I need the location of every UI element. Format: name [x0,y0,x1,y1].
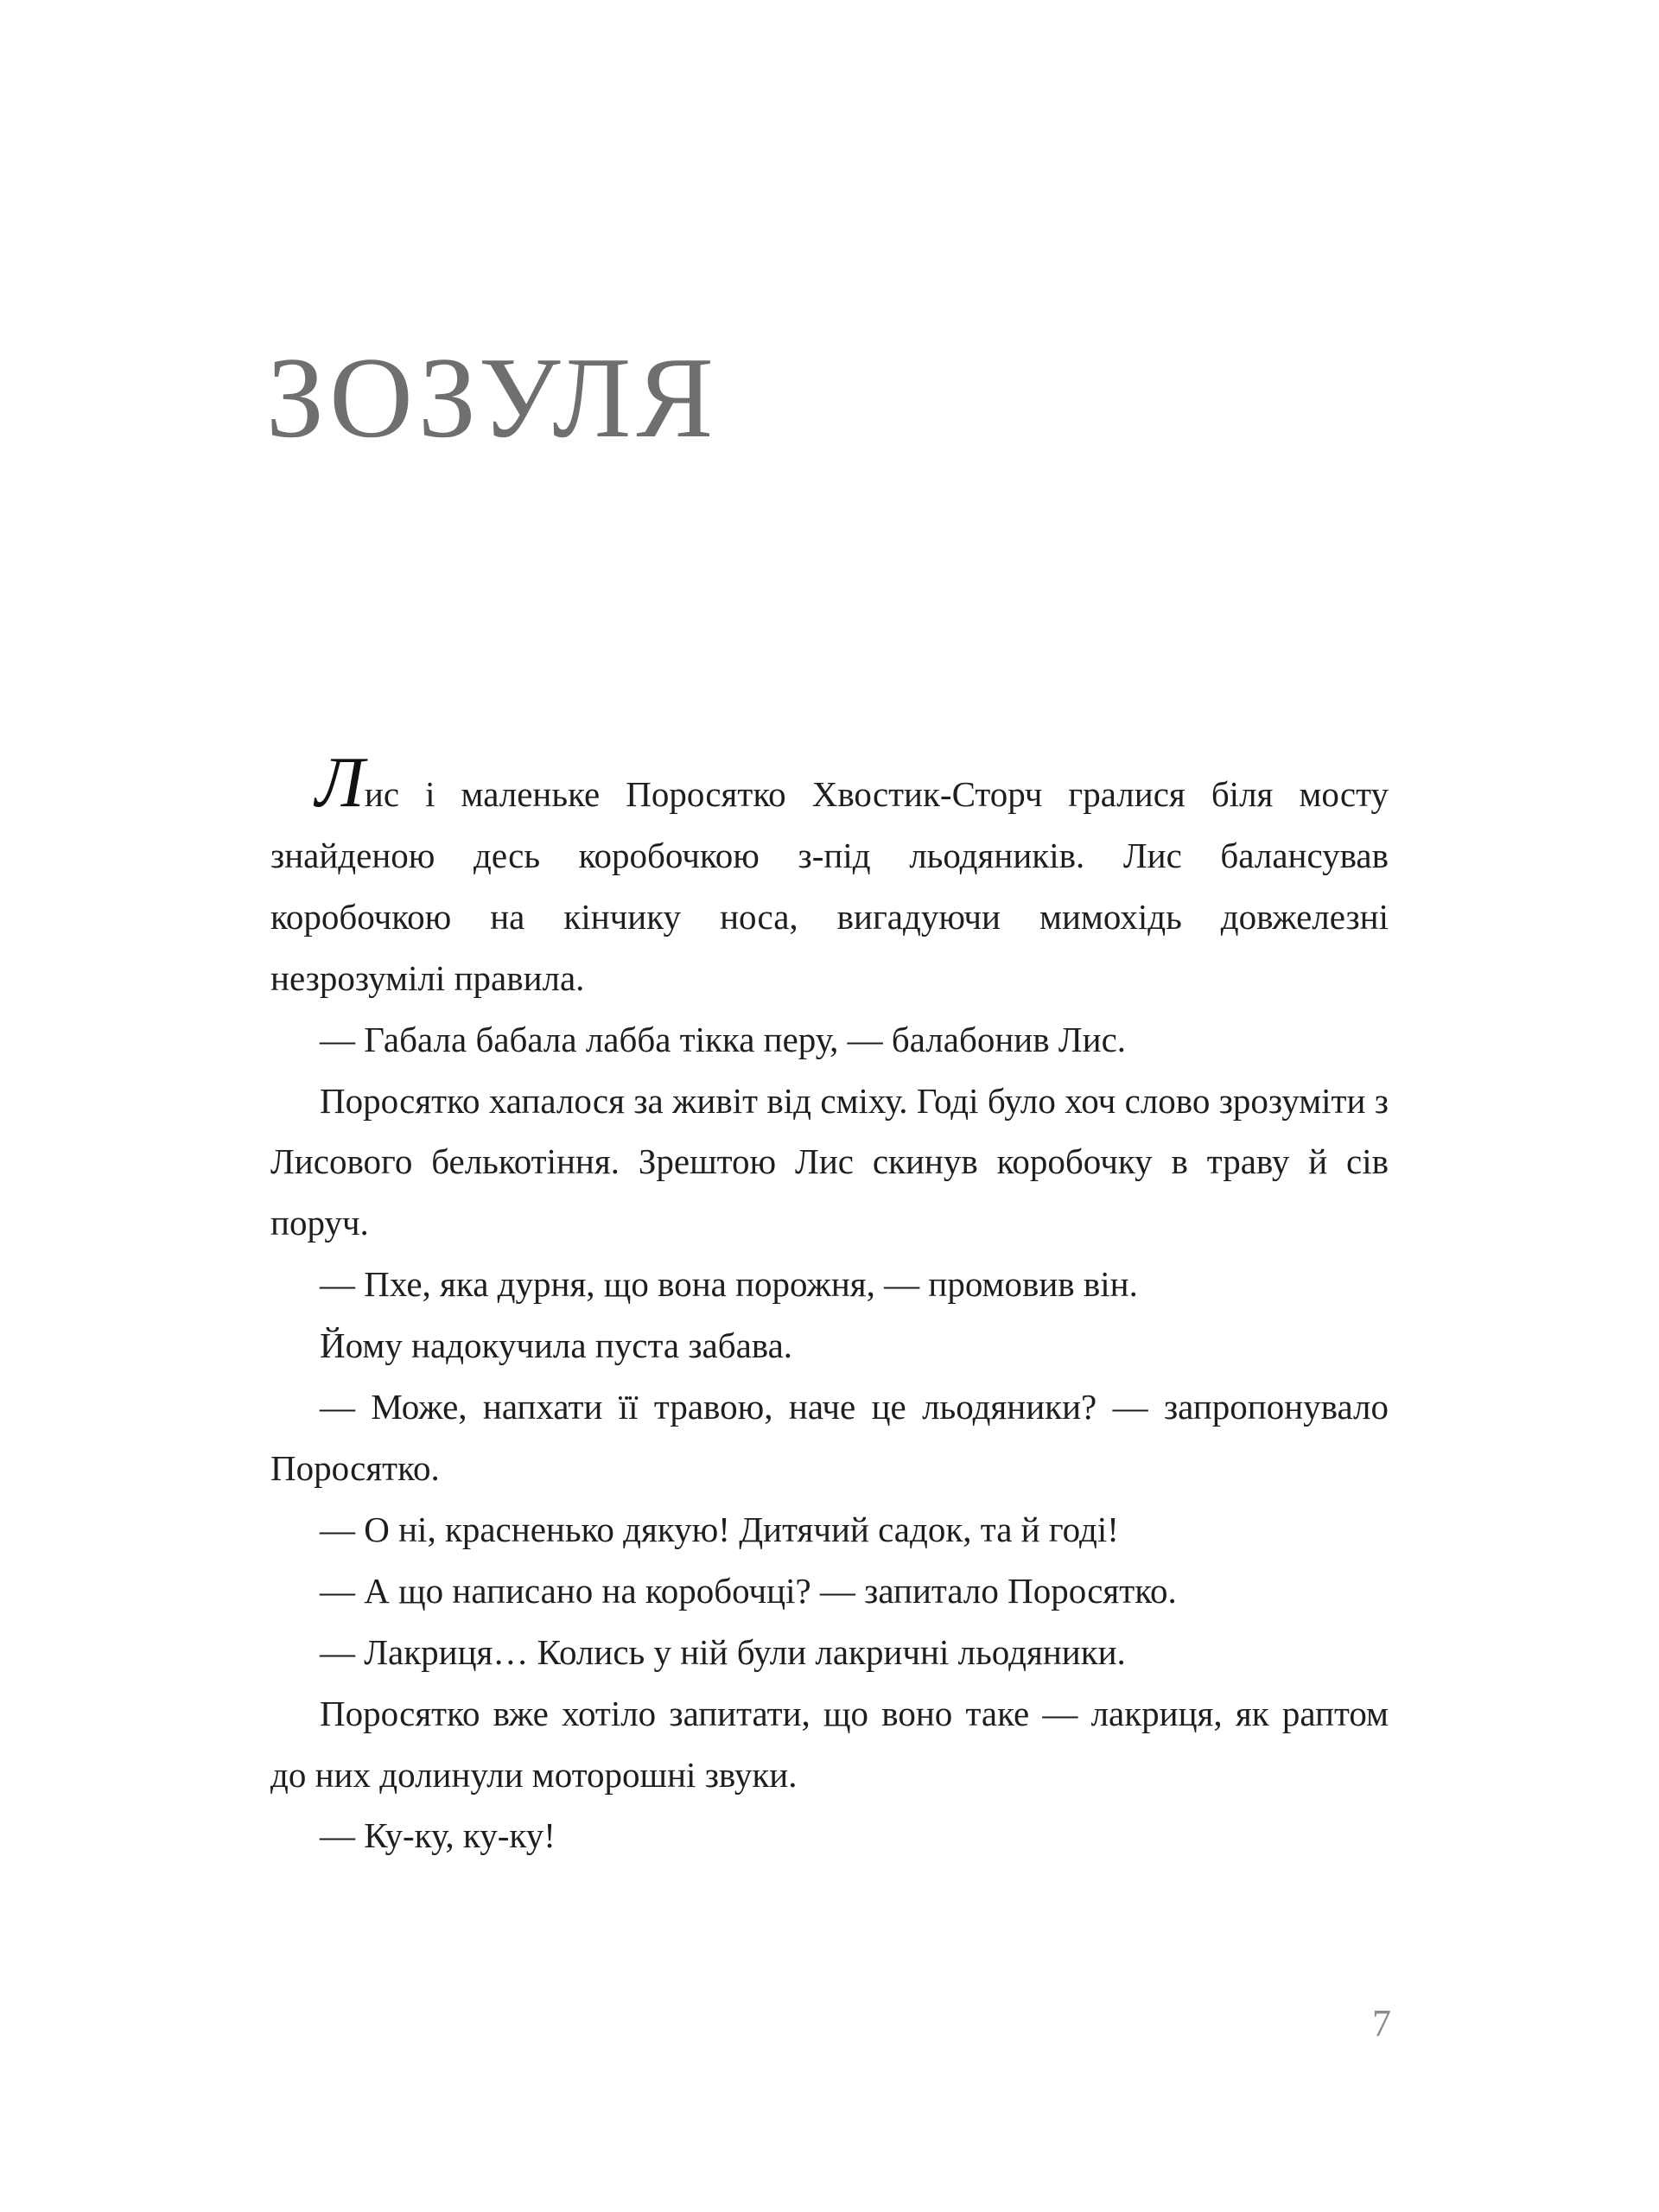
paragraph-8: — А що написано на коробочці? — запитало Поросятко. [320,1570,1177,1611]
paragraph-6: — Може, напхати її травою, наче це льодяники? — запропонувало Поросятко. [270,1387,1389,1488]
paragraph-1 [270,742,1389,1009]
paragraph-7: — О ні, красненько дякую! Дитячий садок, та й годі! [320,1509,1119,1549]
paragraph-4: — Пхе, яка дурня, що вона порожня, — промовив він. [320,1264,1138,1305]
page-number: 7 [1372,2002,1391,2044]
chapter-title: ЗОЗУЛЯ [266,334,719,461]
drop-cap: Л [315,742,363,823]
paragraph-11: — Ку-ку, ку-ку! [320,1815,556,1856]
paragraph-3: Поросятко хапалося за живіт від сміху. Годі було хоч слово зрозуміти з Лисового белькотіння. Зрештою Лис скинув коробочку в траву й сів поруч. [270,1080,1389,1243]
chapter-body [270,742,1389,1866]
paragraph-1-text: ис і маленьке Поросятко Хвостик-Сторч гралися біля мосту знайденою десь коробочкою з-під льодяників. Лис балансував коробочкою на кінчику носа, вигадуючи мимохідь довжелезні незрозумілі правила. [270,774,1389,998]
paragraph-10: Поросятко вже хотіло запитати, що воно таке — лакриця, як раптом до них долинули моторошні звуки. [270,1693,1389,1795]
paragraph-5: Йому надокучила пуста забава. [320,1325,793,1366]
paragraph-2: — Габала бабала лабба тікка перу, — балабонив Лис. [320,1019,1127,1059]
paragraph-9: — Лакриця… Колись у ній були лакричні льодяники. [320,1631,1126,1672]
